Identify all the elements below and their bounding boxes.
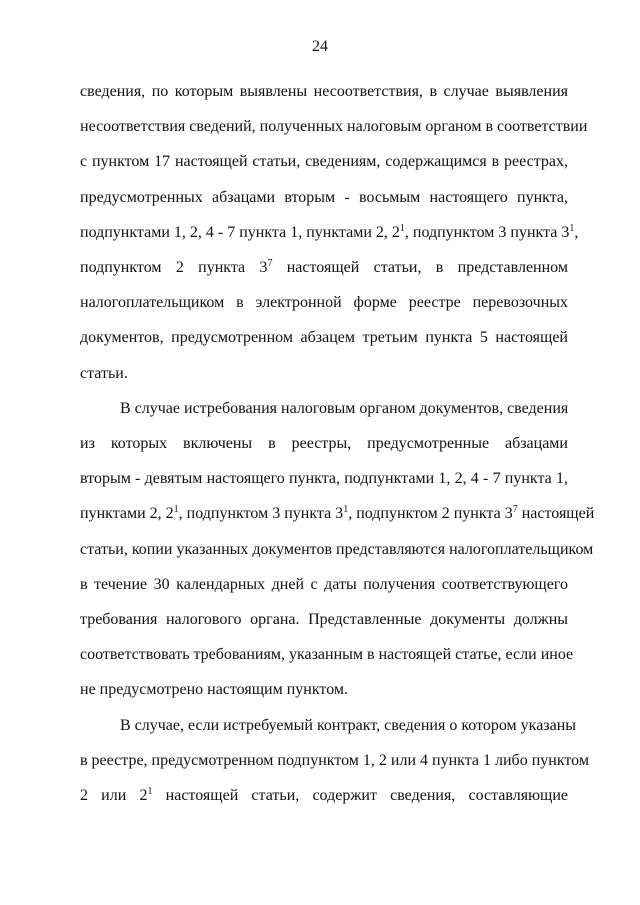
text-run: , подпунктом 2 пункта 3 [348, 505, 513, 523]
text-run: , подпунктом 3 пункта 3 [178, 505, 344, 523]
text-line [80, 117, 588, 137]
text-line [80, 152, 568, 172]
text-line [120, 399, 568, 419]
superscript: 1 [399, 222, 405, 234]
text-line [120, 716, 577, 736]
text-line [80, 293, 568, 313]
text-run: , [574, 223, 579, 241]
text-run: В случае истребования налоговым органом документов, сведения [120, 399, 569, 417]
superscript: 7 [512, 504, 518, 516]
text-line [80, 504, 595, 524]
text-run: пунктами 2, 2 [80, 505, 174, 523]
text-run: с пунктом 17 настоящей статьи, сведениям, содержащимся в реестрах, [80, 153, 568, 171]
text-run: настоящей [517, 505, 595, 523]
text-run: несоответствия сведений, полученных налоговым органом в соответствии [80, 118, 588, 136]
text-run: настоящей статьи, в представленном [272, 259, 568, 276]
superscript: 1 [343, 504, 349, 516]
superscript: 1 [173, 504, 179, 516]
text-run: 2 или 2 [80, 787, 148, 804]
text-run: документов, предусмотренном абзацем третьим пункта 5 настоящей [80, 329, 568, 347]
text-run: вторым - девятым настоящего пункта, подпунктами 1, 2, 4 - 7 пункта 1, [80, 470, 568, 488]
page-number: 24 [312, 38, 328, 55]
text-run: сведения, по которым выявлены несоответствия, в случае выявления [80, 83, 568, 100]
text-run: из которых включены в реестры, предусмотренные абзацами [80, 435, 568, 452]
text-run: не предусмотрено настоящим пунктом. [80, 681, 349, 699]
text-run: требования налогового органа. Представленные документы должны [80, 611, 568, 628]
text-line [80, 328, 568, 348]
text-line [80, 680, 568, 700]
text-run: предусмотренных абзацами вторым - восьмым настоящего пункта, [80, 188, 568, 206]
text-run: В случае, если истребуемый контракт, сведения о котором указаны [120, 716, 577, 734]
text-line [80, 434, 568, 454]
text-run: налогоплательщиком в электронной форме реестре перевозочных [80, 294, 568, 312]
superscript: 7 [267, 258, 273, 269]
text-run: , подпунктом 3 пункта 3 [404, 223, 570, 241]
text-run: подпунктом 2 пункта 3 [80, 259, 268, 276]
text-run: соответствовать требованиям, указанным в настоящей статье, если иное [80, 646, 574, 664]
text-run: настоящей статьи, содержит сведения, составляющие [152, 787, 569, 804]
text-line [80, 258, 568, 278]
text-line [80, 610, 568, 630]
superscript: 1 [147, 786, 153, 797]
text-line [80, 786, 568, 806]
text-run: статьи, копии указанных документов представляются налогоплательщиком [80, 540, 594, 558]
text-line [80, 645, 574, 665]
text-run: статьи. [80, 364, 128, 382]
text-line [80, 469, 568, 489]
text-line [80, 751, 589, 771]
text-run: в течение 30 календарных дней с даты получения соответствующего [80, 575, 568, 593]
text-line [80, 364, 568, 384]
text-line [80, 82, 568, 102]
text-run: подпунктами 1, 2, 4 - 7 пункта 1, пунктами 2, 2 [80, 223, 400, 241]
text-line [80, 540, 594, 560]
text-line [80, 222, 579, 243]
text-line [80, 188, 568, 208]
superscript: 1 [569, 222, 575, 234]
text-line [80, 575, 568, 595]
text-run: в реестре, предусмотренном подпунктом 1, 2 или 4 пункта 1 либо пунктом [80, 751, 589, 769]
